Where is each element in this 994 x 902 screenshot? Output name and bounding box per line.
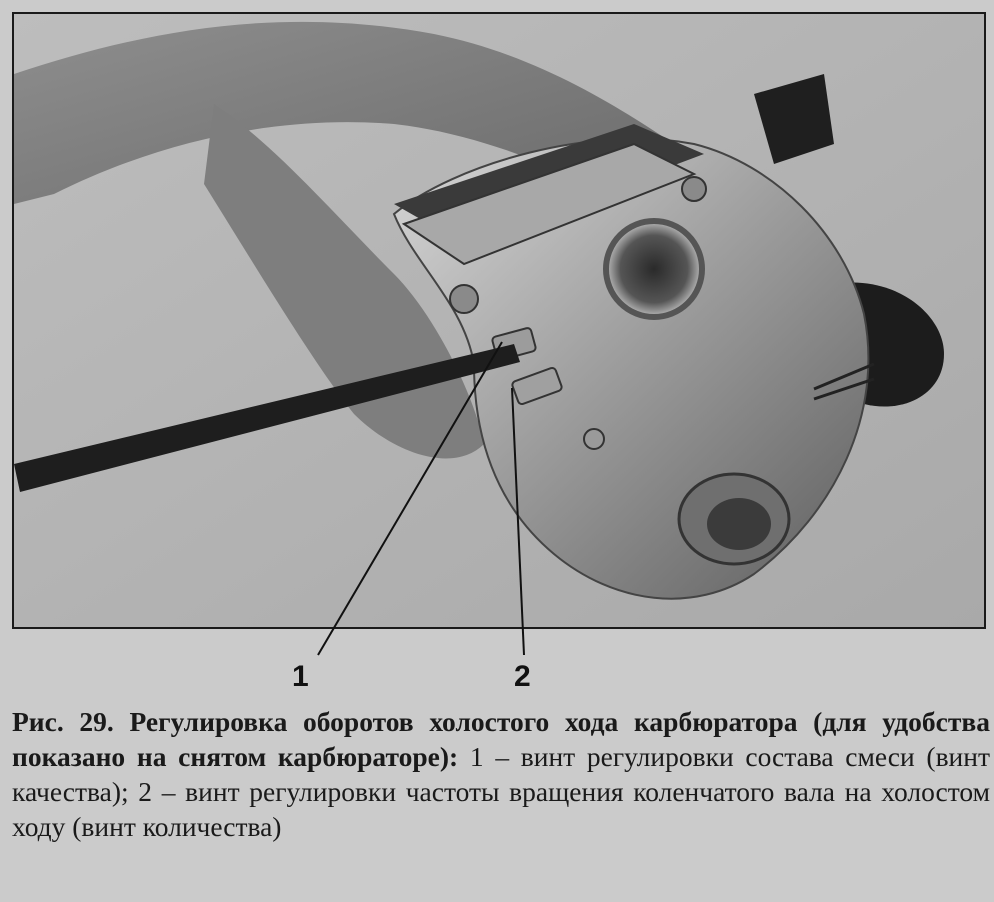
bolt-right (682, 177, 706, 201)
outlet-hole (707, 498, 771, 550)
callout-number-1: 1 (292, 660, 309, 693)
caption-lead: Рис. 29. Регулировка оборотов холостого хода карбюратора (для удобства показано на снятом карбюраторе): (12, 706, 990, 772)
figure-caption (12, 704, 990, 844)
carburetor-bore (606, 221, 702, 317)
jet-fitting (584, 429, 604, 449)
bolt-left (450, 285, 478, 313)
carburetor-illustration (14, 14, 984, 627)
callout-number-2: 2 (514, 660, 531, 693)
carburetor-photo (12, 12, 986, 629)
caption-body: 1 – винт регулировки состава смеси (винт качества); 2 – винт регулировки частоты вращения коленчатого вала на холостом ходу (винт количества) (12, 741, 991, 842)
